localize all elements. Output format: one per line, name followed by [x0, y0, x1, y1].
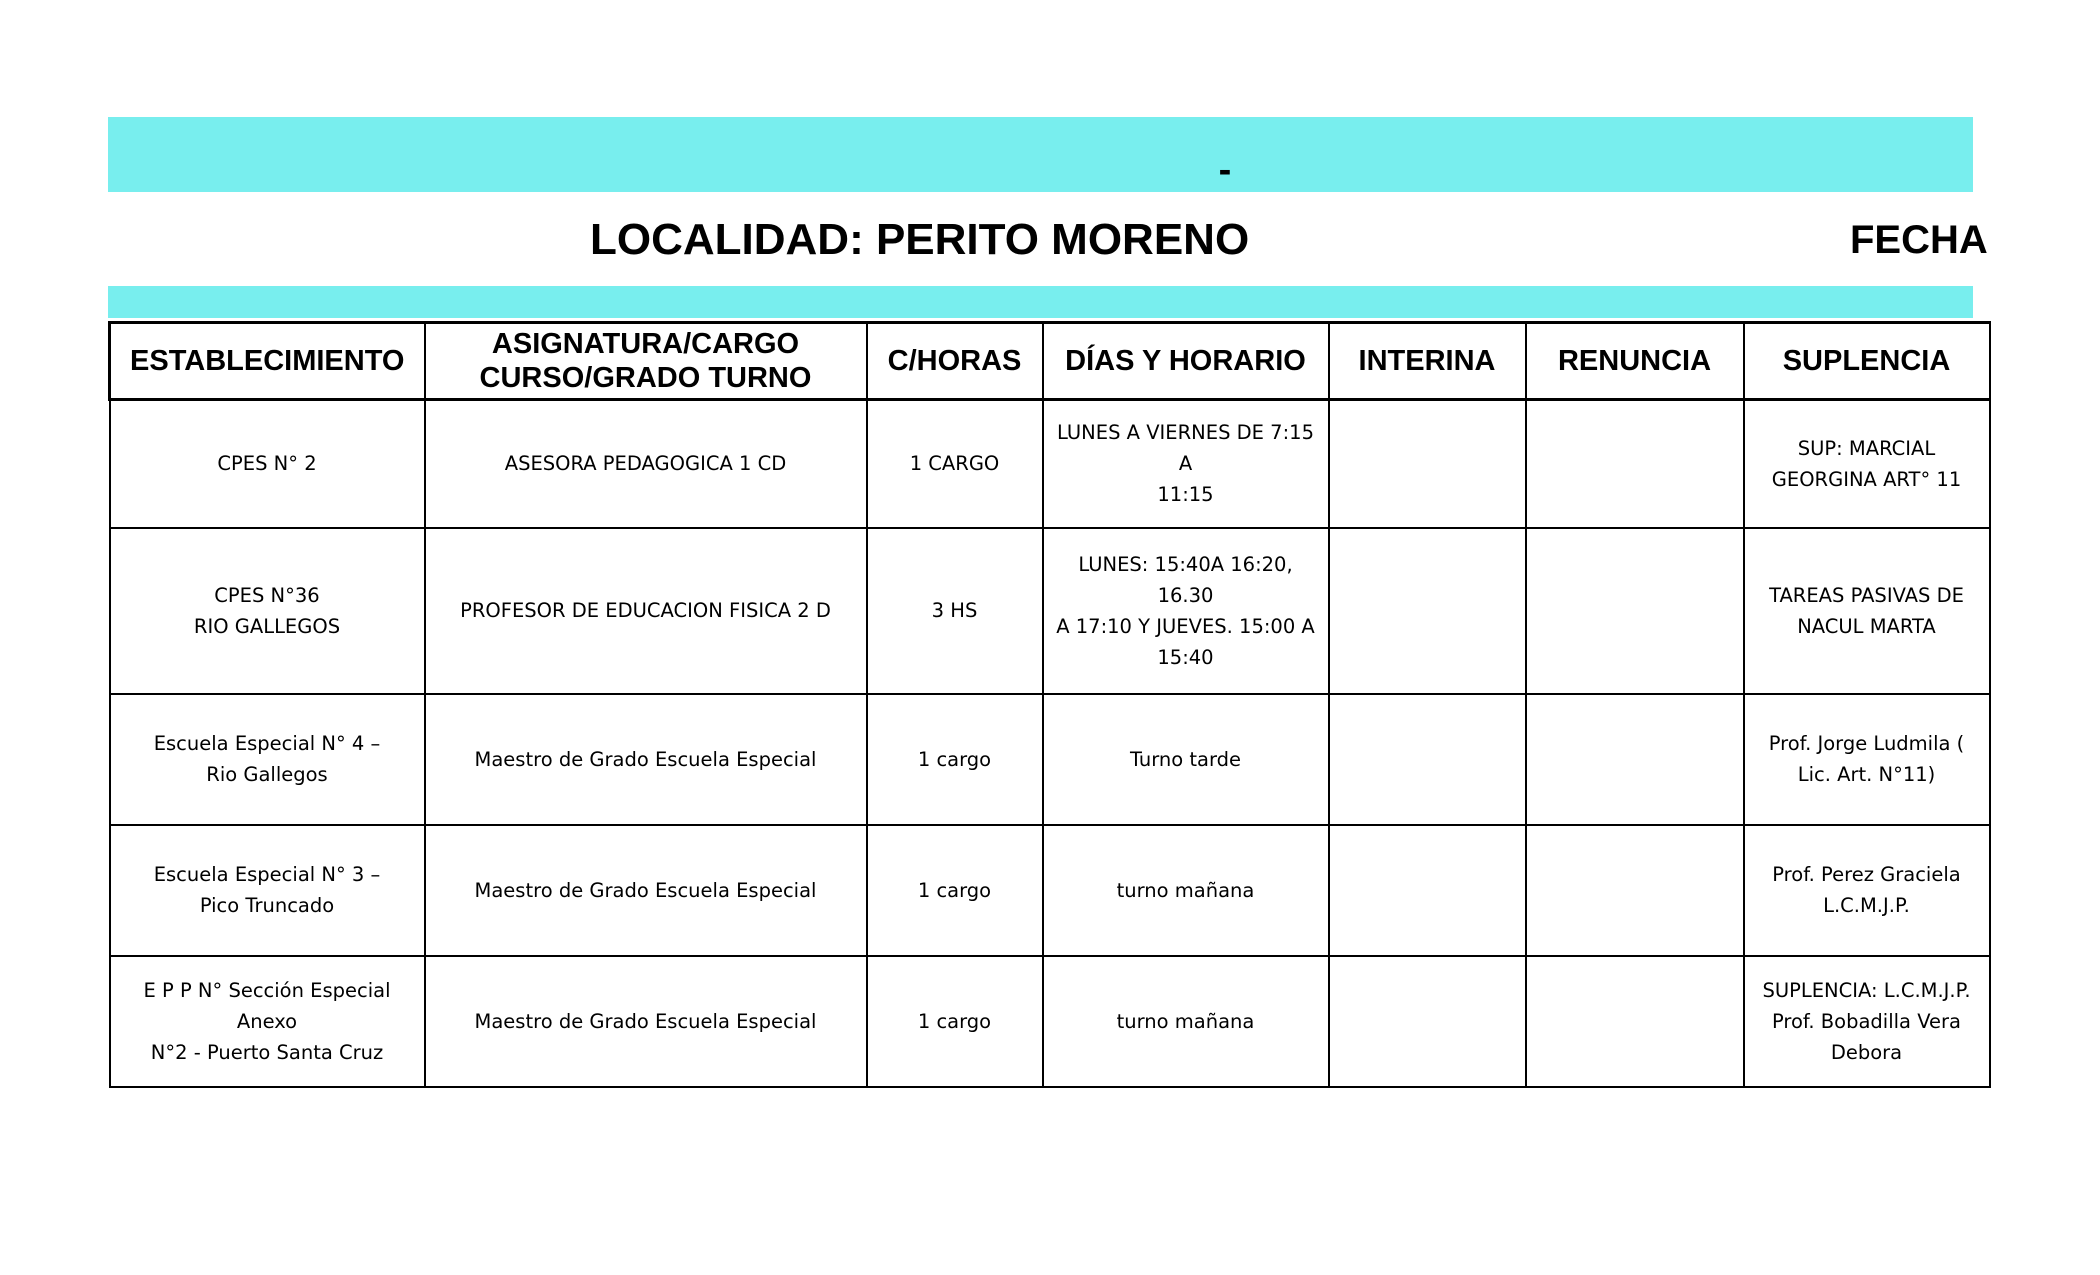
designations-table [108, 321, 1991, 1088]
cell-interina [1329, 956, 1526, 1087]
localidad-title: LOCALIDAD: PERITO MORENO [590, 215, 1250, 264]
cell-dias-line: 11:15 [1157, 483, 1214, 507]
table-header-row [110, 323, 1990, 400]
col-header-asignatura-line-2: CURSO/GRADO TURNO [479, 362, 812, 394]
header-band-bottom [108, 286, 1973, 318]
header-dash: - [1218, 149, 1232, 191]
col-header-horas: C/HORAS [867, 323, 1043, 400]
cell-dias-line: A 17:10 Y JUEVES. 15:00 A [1056, 614, 1315, 638]
cell-suplencia [1744, 956, 1990, 1087]
cell-horas: 1 CARGO [867, 400, 1043, 528]
cell-establecimiento-line: Escuela Especial N° 4 – [153, 732, 381, 755]
cell-establecimiento-line: CPES N°36 [214, 583, 320, 607]
cell-suplencia-line: Prof. Bobadilla Vera [1772, 1009, 1961, 1033]
cell-dias [1043, 956, 1329, 1087]
cell-establecimiento-line: E P P N° Sección Especial Anexo [143, 978, 391, 1033]
cell-asignatura: Maestro de Grado Escuela Especial [425, 825, 867, 956]
cell-establecimiento-line: Escuela Especial N° 3 – [153, 863, 381, 886]
cell-horas: 1 cargo [867, 694, 1043, 825]
cell-dias [1043, 528, 1329, 694]
cell-renuncia [1526, 956, 1744, 1087]
cell-establecimiento [110, 528, 425, 694]
cell-suplencia-line: TAREAS PASIVAS DE [1769, 583, 1964, 607]
cell-suplencia-line: Prof. Perez Graciela [1772, 863, 1961, 886]
table-row [110, 400, 1990, 528]
fecha-label: FECHA [1850, 218, 1988, 262]
cell-establecimiento-line: RIO GALLEGOS [193, 614, 341, 638]
cell-asignatura: ASESORA PEDAGOGICA 1 CD [425, 400, 867, 528]
cell-asignatura: PROFESOR DE EDUCACION FISICA 2 D [425, 528, 867, 694]
col-header-dias: DÍAS Y HORARIO [1043, 323, 1329, 400]
col-header-establecimiento: ESTABLECIMIENTO [110, 323, 425, 400]
cell-interina [1329, 825, 1526, 956]
cell-horas: 3 HS [867, 528, 1043, 694]
cell-renuncia [1526, 825, 1744, 956]
cell-suplencia [1744, 528, 1990, 694]
cell-establecimiento [110, 694, 425, 825]
fecha-label-clip [1850, 212, 1988, 272]
cell-interina [1329, 400, 1526, 528]
cell-suplencia-line: Lic. Art. N°11) [1797, 763, 1936, 786]
cell-dias [1043, 400, 1329, 528]
table-row [110, 825, 1990, 956]
col-header-asignatura-line-1: ASIGNATURA/CARGO [491, 328, 800, 360]
cell-asignatura: Maestro de Grado Escuela Especial [425, 956, 867, 1087]
cell-renuncia [1526, 694, 1744, 825]
cell-suplencia [1744, 400, 1990, 528]
cell-dias-line: turno mañana [1116, 878, 1255, 902]
table-row [110, 528, 1990, 694]
cell-establecimiento-line: Rio Gallegos [206, 763, 328, 786]
col-header-suplencia: SUPLENCIA [1744, 323, 1990, 400]
cell-suplencia-line: SUP: MARCIAL [1797, 436, 1936, 460]
cell-interina [1329, 694, 1526, 825]
cell-establecimiento-line: N°2 - Puerto Santa Cruz [150, 1040, 384, 1064]
cell-suplencia-line: Prof. Jorge Ludmila ( [1768, 732, 1965, 755]
cell-renuncia [1526, 400, 1744, 528]
cell-dias-line: turno mañana [1116, 1009, 1255, 1033]
col-header-interina: INTERINA [1329, 323, 1526, 400]
table-row [110, 694, 1990, 825]
cell-suplencia [1744, 825, 1990, 956]
cell-dias-line: 15:40 [1157, 645, 1214, 669]
cell-dias-line: LUNES A VIERNES DE 7:15 A [1057, 421, 1314, 476]
cell-dias [1043, 694, 1329, 825]
cell-renuncia [1526, 528, 1744, 694]
header-band-top [108, 117, 1973, 192]
cell-establecimiento-line: CPES N° 2 [217, 452, 317, 476]
cell-suplencia-line: L.C.M.J.P. [1823, 894, 1910, 917]
cell-asignatura: Maestro de Grado Escuela Especial [425, 694, 867, 825]
col-header-renuncia: RENUNCIA [1526, 323, 1744, 400]
cell-suplencia-line: GEORGINA ART° 11 [1771, 467, 1962, 491]
cell-dias [1043, 825, 1329, 956]
cell-dias-line: Turno tarde [1129, 747, 1242, 771]
cell-suplencia-line: NACUL MARTA [1797, 614, 1936, 638]
cell-establecimiento [110, 825, 425, 956]
table-row [110, 956, 1990, 1087]
cell-dias-line: LUNES: 15:40A 16:20, 16.30 [1078, 552, 1293, 607]
table-body [110, 400, 1990, 1087]
cell-horas: 1 cargo [867, 956, 1043, 1087]
cell-establecimiento-line: Pico Truncado [199, 894, 335, 917]
cell-suplencia-line: Debora [1830, 1040, 1903, 1064]
cell-establecimiento [110, 400, 425, 528]
cell-suplencia [1744, 694, 1990, 825]
cell-interina [1329, 528, 1526, 694]
cell-horas: 1 cargo [867, 825, 1043, 956]
col-header-asignatura [425, 323, 867, 400]
cell-establecimiento [110, 956, 425, 1087]
designations-table-wrapper [106, 319, 1973, 1091]
cell-suplencia-line: SUPLENCIA: L.C.M.J.P. [1762, 978, 1971, 1002]
